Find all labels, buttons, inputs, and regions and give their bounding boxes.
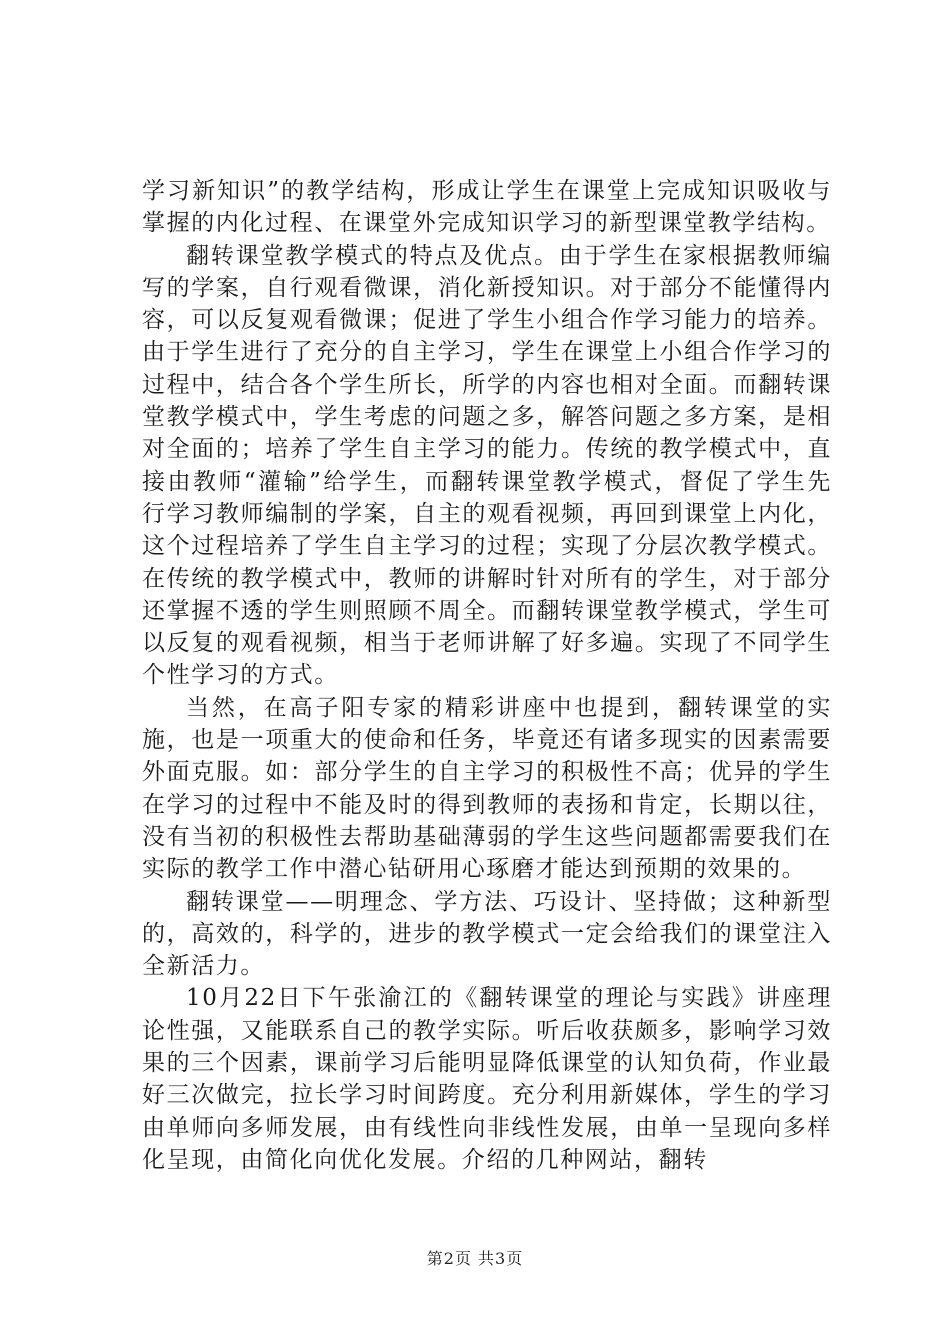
paragraph-features: 翻转课堂教学模式的特点及优点。由于学生在家根据教师编写的学案，自行观看微课，消化新授知识。对于部分不能懂得内容，可以反复观看微课；促进了学生小组合作学习能力的培养。由于学生进行了充分的自主学习，学生在课堂上小组合作学习的过程中，结合各个学生所长，所学的内容也相对全面。而翻转课堂教学模式中，学生考虑的问题之多，解答问题之多方案，是相对全面的；培养了学生自主学习的能力。传统的教学模式中，直接由教师“灌输”给学生，而翻转课堂教学模式，督促了学生先行学习教师编制的学案，自主的观看视频，再回到课堂上内化，这个过程培养了学生自主学习的过程；实现了分层次教学模式。在传统的教学模式中，教师的讲解时针对所有的学生，对于部分还掌握不透的学生则照顾不周全。而翻转课堂教学模式，学生可以反复的观看视频，相当于老师讲解了好多遍。实现了不同学生个性学习的方式。: [142, 242, 832, 689]
paragraph-summary: 翻转课堂——明理念、学方法、巧设计、坚持做；这种新型的，高效的，科学的，进步的教学模式一定会给我们的课堂注入全新活力。: [142, 888, 832, 980]
document-body: [142, 175, 832, 1176]
paragraph-lecture: 10月22日下午张渝江的《翻转课堂的理论与实践》讲座理论性强，又能联系自己的教学实际。听后收获颇多，影响学习效果的三个因素，课前学习后能明显降低课堂的认知负荷，作业最好三次做完，拉长学习时间跨度。充分利用新媒体，学生的学习由单师向多师发展，由有线性向非线性发展，由单一呈现向多样化呈现，由简化向优化发展。介绍的几种网站，翻转: [142, 985, 832, 1173]
paragraph-challenges: 当然，在高子阳专家的精彩讲座中也提到，翻转课堂的实施，也是一项重大的使命和任务，毕竟还有诸多现实的因素需要外面克服。如：部分学生的自主学习的积极性不高；优异的学生在学习的过程中不能及时的得到教师的表扬和肯定，长期以往，没有当初的积极性去帮助基础薄弱的学生这些问题都需要我们在实际的教学工作中潜心钻研用心琢磨才能达到预期的效果的。: [142, 694, 832, 883]
page-footer: 第2页 共3页: [426, 1249, 524, 1268]
paragraph-continued: 学习新知识”的教学结构，形成让学生在课堂上完成知识吸收与掌握的内化过程、在课堂外完成知识学习的新型课堂教学结构。: [142, 178, 832, 237]
